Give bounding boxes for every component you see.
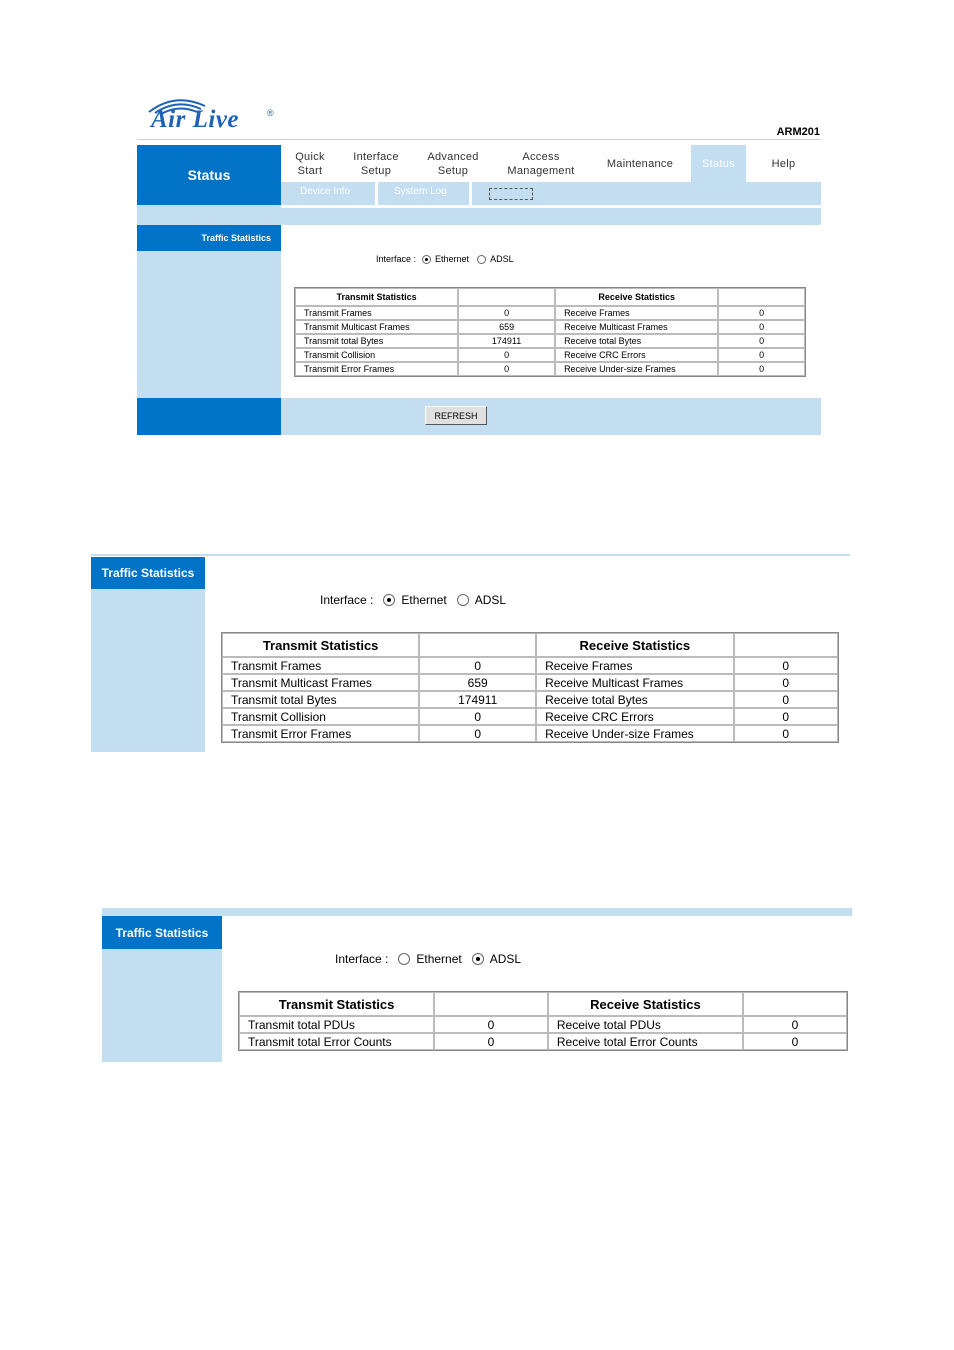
rx-value: 0 xyxy=(734,691,839,708)
tx-value: 174911 xyxy=(458,334,555,348)
rx-value: 0 xyxy=(743,1016,847,1033)
table-row xyxy=(239,1033,847,1050)
ethernet-label: Ethernet xyxy=(416,952,462,966)
interface-selector xyxy=(376,254,514,264)
rx-value: 0 xyxy=(718,334,805,348)
header-divider xyxy=(137,139,821,140)
nav-access-management[interactable]: Access Management xyxy=(507,150,575,177)
tx-header: Transmit Statistics xyxy=(222,633,419,657)
table-row xyxy=(222,725,838,742)
subnav-device-info[interactable]: Device Info xyxy=(300,186,351,197)
tx-value: 0 xyxy=(458,362,555,376)
table-row xyxy=(222,657,838,674)
tx-label: Transmit Collision xyxy=(295,348,458,362)
tx-label: Transmit total PDUs xyxy=(239,1016,434,1033)
model-name: ARM201 xyxy=(776,126,820,138)
rx-header: Receive Statistics xyxy=(555,288,718,306)
ethernet-radio[interactable] xyxy=(422,255,431,264)
tx-header: Transmit Statistics xyxy=(239,992,434,1016)
logo-text: Air Live xyxy=(151,106,240,133)
rx-label: Receive total Bytes xyxy=(555,334,718,348)
rx-value: 0 xyxy=(734,708,839,725)
content-band xyxy=(281,208,821,225)
nav-advanced-setup[interactable]: Advanced Setup xyxy=(427,150,479,177)
rx-value: 0 xyxy=(718,306,805,320)
subnav-statistics[interactable]: Statistics xyxy=(489,188,533,200)
rx-label: Receive Under-size Frames xyxy=(555,362,718,376)
rx-label: Receive total Bytes xyxy=(536,691,733,708)
rx-label: Receive Multicast Frames xyxy=(536,674,733,691)
rx-value: 0 xyxy=(718,362,805,376)
tx-label: Transmit Frames xyxy=(222,657,419,674)
left-footer xyxy=(137,398,281,435)
table-row xyxy=(239,1016,847,1033)
interface-label: Interface : xyxy=(335,952,389,966)
ethernet-stats-table xyxy=(294,287,806,377)
tx-value: 0 xyxy=(419,708,536,725)
router-status-page xyxy=(137,92,821,435)
rx-value: 0 xyxy=(718,348,805,362)
left-band xyxy=(137,208,281,225)
table-row xyxy=(295,306,805,320)
tx-label: Transmit Error Frames xyxy=(295,362,458,376)
tx-value: 0 xyxy=(419,657,536,674)
tx-value-header xyxy=(458,288,555,306)
tx-value: 659 xyxy=(419,674,536,691)
rx-label: Receive total PDUs xyxy=(548,1016,743,1033)
tx-value: 0 xyxy=(434,1016,548,1033)
side-title: Traffic Statistics xyxy=(137,225,281,251)
tx-label: Transmit Error Frames xyxy=(222,725,419,742)
rx-value: 0 xyxy=(743,1033,847,1050)
subnav-system-log[interactable]: System Log xyxy=(394,186,447,197)
table-row xyxy=(295,320,805,334)
tx-value: 0 xyxy=(458,306,555,320)
rx-label: Receive total Error Counts xyxy=(548,1033,743,1050)
adsl-radio[interactable] xyxy=(477,255,486,264)
rx-value-header xyxy=(734,633,839,657)
logo-registered-mark: ® xyxy=(267,108,274,118)
tx-value: 659 xyxy=(458,320,555,334)
rx-label: Receive Frames xyxy=(536,657,733,674)
tx-label: Transmit total Error Counts xyxy=(239,1033,434,1050)
interface-label: Interface : xyxy=(376,254,417,264)
ethernet-label: Ethernet xyxy=(435,254,470,264)
ethernet-label: Ethernet xyxy=(401,593,447,607)
tx-value-header xyxy=(434,992,548,1016)
rx-value-header xyxy=(743,992,847,1016)
tx-label: Transmit Multicast Frames xyxy=(295,320,458,334)
rx-label: Receive CRC Errors xyxy=(555,348,718,362)
subnav-separator xyxy=(469,182,472,205)
rx-value-header xyxy=(718,288,805,306)
subnav-separator xyxy=(375,182,378,205)
tx-label: Transmit Frames xyxy=(295,306,458,320)
table-row xyxy=(222,674,838,691)
rx-value: 0 xyxy=(718,320,805,334)
panel3-side-title: Traffic Statistics xyxy=(102,916,222,949)
tx-value: 174911 xyxy=(419,691,536,708)
panel2-ethernet-stats-table xyxy=(221,632,839,743)
rx-value: 0 xyxy=(734,674,839,691)
adsl-label: ADSL xyxy=(490,254,514,264)
panel3-top-rule xyxy=(102,908,852,916)
nav-interface-setup[interactable]: Interface Setup xyxy=(353,150,399,177)
table-row xyxy=(295,362,805,376)
tx-label: Transmit total Bytes xyxy=(295,334,458,348)
nav-quick-start[interactable]: Quick Start xyxy=(295,150,325,177)
tx-label: Transmit Collision xyxy=(222,708,419,725)
table-row xyxy=(295,348,805,362)
panel2-side-title: Traffic Statistics xyxy=(91,557,205,589)
sub-nav xyxy=(281,182,821,205)
rx-label: Receive CRC Errors xyxy=(536,708,733,725)
nav-maintenance[interactable]: Maintenance xyxy=(606,157,674,170)
section-title: Status xyxy=(137,145,281,205)
table-row xyxy=(222,691,838,708)
table-row xyxy=(222,708,838,725)
main-nav xyxy=(281,145,821,182)
adsl-label: ADSL xyxy=(474,593,507,607)
nav-status[interactable]: Status xyxy=(691,145,746,182)
table-row xyxy=(295,334,805,348)
rx-label: Receive Multicast Frames xyxy=(555,320,718,334)
tx-value: 0 xyxy=(419,725,536,742)
panel3-interface-selector xyxy=(335,952,521,966)
panel2-interface-selector xyxy=(320,593,506,607)
ethernet-radio[interactable] xyxy=(383,594,395,606)
rx-header: Receive Statistics xyxy=(536,633,733,657)
rx-header: Receive Statistics xyxy=(548,992,743,1016)
tx-value: 0 xyxy=(458,348,555,362)
adsl-label: ADSL xyxy=(489,952,522,966)
rx-label: Receive Under-size Frames xyxy=(536,725,733,742)
nav-help[interactable]: Help xyxy=(771,157,796,170)
rx-label: Receive Frames xyxy=(555,306,718,320)
tx-label: Transmit total Bytes xyxy=(222,691,419,708)
panel2-top-rule xyxy=(91,554,850,556)
interface-label: Interface : xyxy=(320,593,374,607)
adsl-radio[interactable] xyxy=(472,953,484,965)
ethernet-radio[interactable] xyxy=(398,953,410,965)
tx-header: Transmit Statistics xyxy=(295,288,458,306)
panel3-adsl-stats-table xyxy=(238,991,848,1051)
tx-value: 0 xyxy=(434,1033,548,1050)
rx-value: 0 xyxy=(734,657,839,674)
tx-value-header xyxy=(419,633,536,657)
footer-band xyxy=(281,398,821,435)
adsl-radio[interactable] xyxy=(457,594,469,606)
rx-value: 0 xyxy=(734,725,839,742)
tx-label: Transmit Multicast Frames xyxy=(222,674,419,691)
refresh-button[interactable]: REFRESH xyxy=(425,406,487,425)
